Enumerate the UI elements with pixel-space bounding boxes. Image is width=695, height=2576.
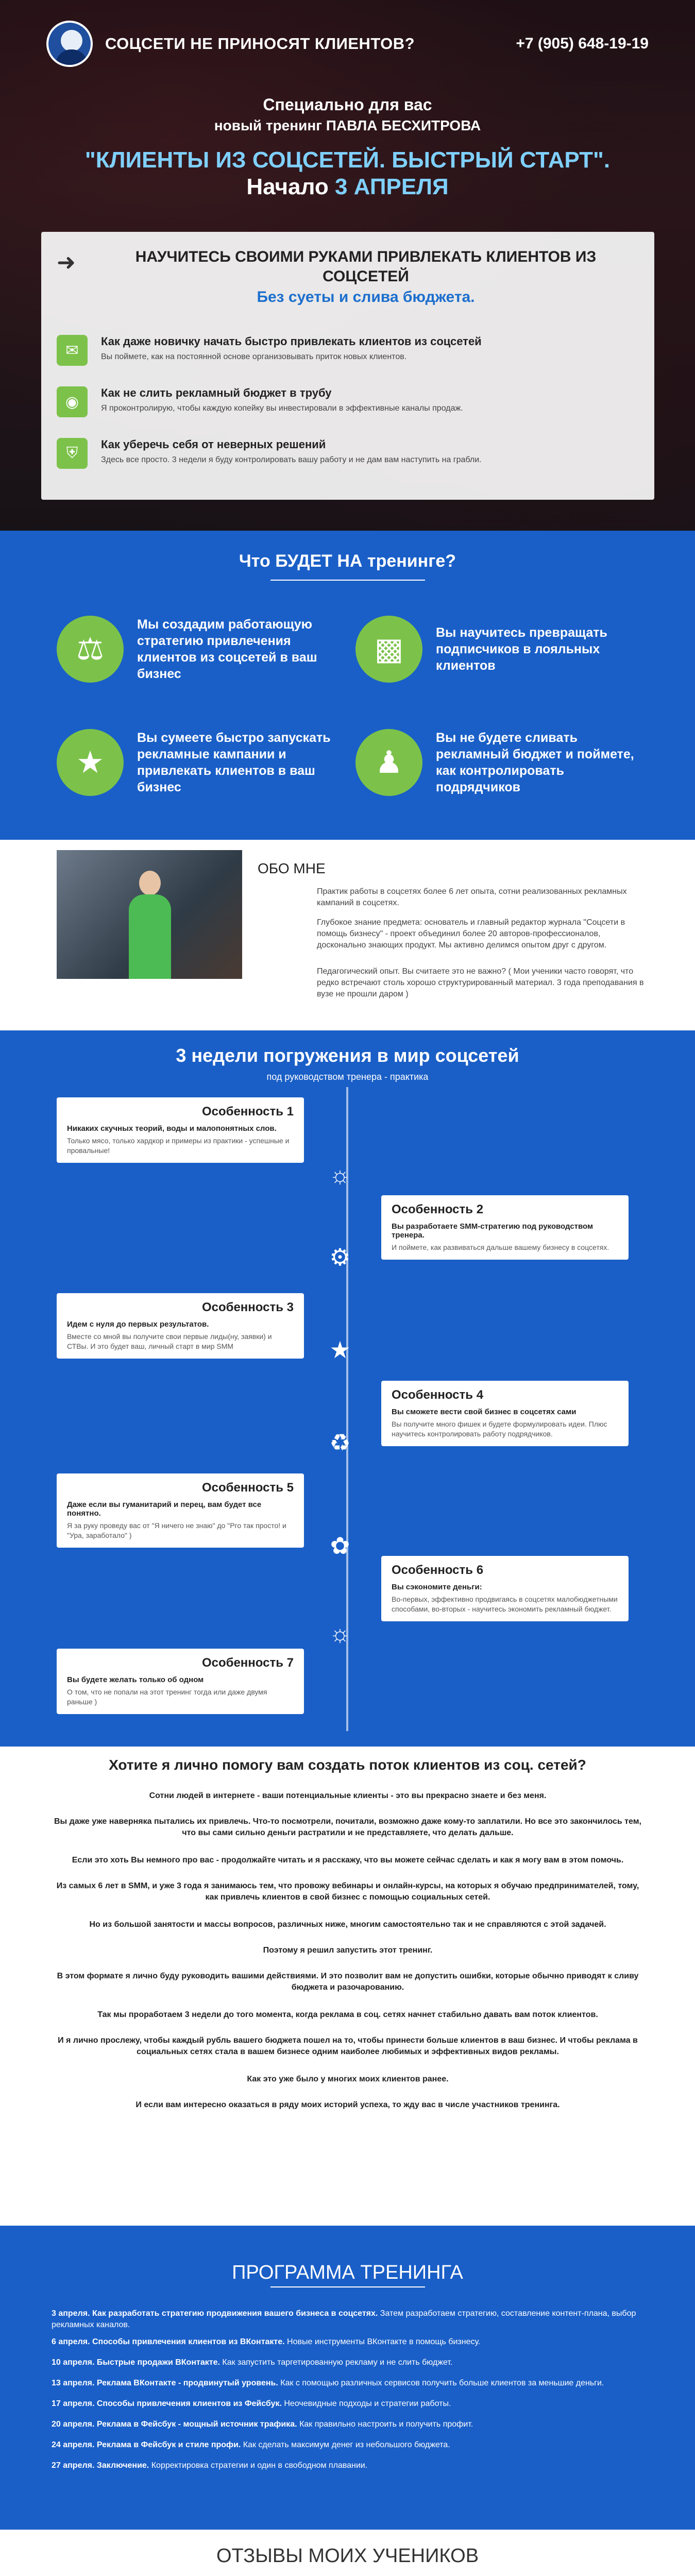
device-icon: ▩ [355, 616, 422, 683]
feature-head: Особенность 3 [201, 1300, 294, 1314]
what-card [57, 608, 345, 690]
title-divider [270, 2286, 425, 2287]
invite-paragraph: Вы даже уже наверняка пытались их привлечь. Что-то посмотрели, почитали, возможно даже кому-то заплатили. Но все это закончилось тем, что вы сами сильно деньги растратили и не представляете, что делать дальше. [54, 1817, 641, 1837]
invite-paragraph: Если это хоть Вы немного про вас - продолжайте читать и я расскажу, что вы можете сейчас сделать и как я могу вам в этом помочь. [72, 1856, 624, 1865]
invite-paragraph: В этом формате я лично буду руководить вашими действиями. И это позволит вам не допустить ошибки, которые обычно приводят к сливу бюджета и разочарованию. [57, 1972, 639, 1992]
benefit-item [57, 438, 639, 484]
invite-paragraph: И я лично прослежу, чтобы каждый рубль вашего бюджета пошел на то, чтобы принести больше клиентов в ваш бизнес. И чтобы реклама в социальных сетях стала в вашем бизнесе одним наиболее любимых и эффективных видов рекламы. [58, 2036, 638, 2056]
shield-icon: ⛨ [57, 438, 88, 469]
feature-desc: О том, что не попали на этот тренинг тогда или даже двумя раньше ) [67, 1688, 267, 1706]
benefit-desc: Я проконтролирую, чтобы каждую копейку вы инвестировали в эффективные каналы продаж. [101, 404, 463, 413]
program-row: 20 апреля. Реклама в Фейсбук - мощный источник трафика. Как правильно настроить и получить профит. [52, 2420, 473, 2429]
chat-icon: ✉ [57, 335, 88, 366]
hero-section [0, 0, 695, 531]
strategy-icon: ⚖ [57, 616, 124, 683]
feature-card [57, 1473, 304, 1548]
feature-title: Вы разработаете SMM-стратегию под руководством тренера. [392, 1222, 594, 1240]
reviews-section [0, 2530, 695, 2576]
invite-paragraph: И если вам интересно оказаться в ряду моих историй успеха, то жду вас в числе участников тренинга. [135, 2100, 560, 2109]
feature-title: Идем с нуля до первых результатов. [67, 1320, 209, 1329]
program-row: 6 апреля. Способы привлечения клиентов из ВКонтакте. Новые инструменты ВКонтакте в помощь бизнесу. [52, 2337, 481, 2346]
feature-head: Особенность 2 [392, 1202, 484, 1216]
feature-desc: Во-первых, эффективно продвигаясь в соцсетях малобюджетными способами, во-вторых - научитесь экономить рекламный бюджет. [392, 1595, 618, 1613]
benefit-title: Как уберечь себя от неверных решений [101, 438, 326, 451]
invite-section [0, 1747, 695, 2226]
weeks-title: 3 недели погружения в мир соцсетей [176, 1045, 519, 1066]
hero-date-value: 3 АПРЕЛЯ [334, 174, 449, 199]
head-gear-icon: ♻ [329, 1429, 351, 1456]
feature-card [57, 1293, 304, 1359]
program-row: 17 апреля. Способы привлечения клиентов из Фейсбук. Неочевидные подходы и стратегии работы. [52, 2399, 451, 2408]
program-row: 13 апреля. Реклама ВКонтакте - продвинутый уровень. Как с помощью различных сервисов получить больше клиентов за меньшие деньги. [52, 2379, 604, 2387]
hero-title: СОЦСЕТИ НЕ ПРИНОСЯТ КЛИЕНТОВ? [105, 35, 415, 53]
hero-line1: Специально для вас [263, 95, 432, 114]
hero-line2: новый тренинг ПАВЛА БЕСХИТРОВА [214, 117, 481, 133]
lightbulb-icon: ★ [329, 1336, 351, 1363]
hero-top-bar [46, 21, 649, 67]
feature-title: Вы сможете вести свой бизнес в соцсетях сами [392, 1408, 577, 1416]
title-divider [270, 580, 425, 581]
invite-paragraph: Из самых 6 лет в SMM, и уже 3 года я занимаюсь тем, что провожу вебинары и онлайн-курсы, на которых я обучаю предпринимателей, тому, как привлечь клиентов в свой бизнес с помощью социальных сетей. [56, 1882, 639, 1902]
what-title: Что БУДЕТ НА тренинге? [239, 551, 456, 571]
program-row: 24 апреля. Реклама в Фейсбук и стиле профи. Как сделать максимум денег из небольшого бюджета. [52, 2441, 450, 2449]
gear-icon: ⚙ [329, 1244, 351, 1270]
program-row: 3 апреля. Как разработать стратегию продвижения вашего бизнеса в соцсетях. Затем разработаем стратегию, составление контент-плана, выбор рекламных каналов. [52, 2309, 636, 2329]
feature-title: Вы сэкономите деньги: [392, 1583, 482, 1591]
hero-date-prefix: Начало [246, 174, 329, 199]
brain-icon: ☼ [329, 1620, 351, 1647]
author-photo [57, 850, 242, 979]
feature-desc: Только мясо, только хардкор и примеры из практики - успешные и провальные! [67, 1137, 290, 1155]
feature-desc: Вы получите много фишек и будете формулировать идеи. Плюс научитесь контролировать работу подрядчиков. [392, 1420, 607, 1438]
weeks-section [0, 1030, 695, 1747]
what-card [355, 608, 644, 690]
what-card-text: Мы создадим работающую стратегию привлечения клиентов из соцсетей в ваш бизнес [137, 617, 317, 681]
benefit-desc: Здесь все просто. 3 недели я буду контролировать вашу работу и не дам вам наступить на грабли. [101, 455, 482, 464]
what-card-text: Вы научитесь превращать подписчиков в лояльных клиентов [436, 625, 607, 673]
feature-head: Особенность 1 [201, 1105, 294, 1118]
what-card [355, 721, 644, 804]
about-heading: ОБО МНЕ [258, 860, 326, 876]
invite-paragraph: Но из большой занятости и массы вопросов, различных ниже, многим самостоятельно так и не справляются с этой задачей. [89, 1920, 606, 1929]
benefit-item [57, 386, 639, 433]
what-card-text: Вы сумеете быстро запускать рекламные кампании и привлекать клиентов в ваш бизнес [137, 731, 331, 794]
brain-icon: ☼ [329, 1161, 351, 1188]
benefit-item [57, 335, 639, 381]
invite-title: Хотите я лично помогу вам создать поток клиентов из соц. сетей? [109, 1757, 586, 1773]
feature-desc: Вместе со мной вы получите свои первые лиды(ну, заявки) и СТВы. И это будет ваш, личный старт в мир SMM [67, 1332, 272, 1350]
what-section [0, 531, 695, 840]
program-row: 27 апреля. Заключение. Корректировка стратегии и один в свободном плавании. [52, 2461, 368, 2470]
feature-title: Вы будете желать только об одном [67, 1675, 204, 1684]
target-icon: ◉ [57, 386, 88, 417]
program-title: ПРОГРАММА ТРЕНИНГА [232, 2262, 463, 2283]
feature-card [57, 1097, 304, 1163]
about-paragraph: Педагогический опыт. Вы считаете это не важно? ( Мои ученики часто говорят, что редко встречают столь хорошо структурированный материал. 3 года преподавания в вузе не прошли даром ) [317, 967, 644, 998]
feature-head: Особенность 6 [392, 1563, 484, 1577]
about-paragraph: Глубокое знание предмета: основатель и главный редактор журнала "Соцсети в помощь бизнесу" - проект объединил более 20 авторов-профессионалов, досконально знающих продукт. Мы активно делимся опытом друг с другом. [317, 918, 625, 950]
invite-paragraph: Так мы проработаем 3 недели до того момента, когда реклама в соц. сетях начнет стабильно давать вам поток клиентов. [97, 2010, 598, 2019]
program-row: 10 апреля. Быстрые продажи ВКонтакте. Как запустить таргетированную рекламу и не слить бюджет. [52, 2358, 453, 2367]
feature-head: Особенность 5 [201, 1481, 294, 1495]
benefit-title: Как даже новичку начать быстро привлекать клиентов из соцсетей [101, 335, 482, 348]
reviews-title: ОТЗЫВЫ МОИХ УЧЕНИКОВ [216, 2545, 479, 2567]
hero-start-date [0, 174, 695, 200]
about-paragraph: Практик работы в соцсетях более 6 лет опыта, сотни реализованных рекламных кампаний в соцсетях. [317, 887, 627, 907]
feature-card [381, 1556, 629, 1621]
panel-heading: НАУЧИТЕСЬ СВОИМИ РУКАМИ ПРИВЛЕКАТЬ КЛИЕНТОВ ИЗ СОЦСЕТЕЙ [135, 248, 597, 285]
feature-title: Никаких скучных теорий, воды и малопонятных слов. [67, 1124, 277, 1133]
feature-desc: И поймете, как развиваться дальше вашему бизнесу в соцсетях. [392, 1243, 609, 1251]
feature-card [57, 1649, 304, 1714]
program-section [0, 2226, 695, 2530]
invite-paragraph: Поэтому я решил запустить этот тренинг. [263, 1946, 433, 1955]
feature-head: Особенность 4 [392, 1388, 484, 1402]
feature-card [381, 1195, 629, 1260]
team-icon: ♟ [355, 729, 422, 796]
benefit-title: Как не слить рекламный бюджет в трубу [101, 386, 332, 399]
what-card [57, 721, 345, 804]
hero-phone[interactable]: +7 (905) 648-19-19 [516, 35, 649, 52]
about-section [0, 840, 695, 1030]
feature-desc: Я за руку проведу вас от "Я ничего не знаю" до "Рго так просто! и "Ура, заработало" ) [67, 1521, 286, 1539]
invite-paragraph: Сотни людей в интернете - ваши потенциальные клиенты - это вы прекрасно знаете и без меня. [149, 1791, 547, 1800]
hero-benefits-panel [41, 232, 654, 500]
feature-head: Особенность 7 [201, 1656, 294, 1670]
arrow-right-icon: ➜ [57, 250, 76, 275]
stars-icon: ★ [57, 729, 124, 796]
feature-title: Даже если вы гуманитарий и перец, вам будет все понятно. [67, 1500, 262, 1518]
invite-paragraph: Как это уже было у многих моих клиентов ранее. [247, 2075, 449, 2083]
benefit-desc: Вы поймете, как на постоянной основе организовывать приток новых клиентов. [101, 352, 407, 361]
idea-icon: ✿ [330, 1532, 350, 1559]
weeks-subtitle: под руководством тренера - практика [266, 1072, 429, 1082]
hero-training-name: "КЛИЕНТЫ ИЗ СОЦСЕТЕЙ. БЫСТРЫЙ СТАРТ". [84, 147, 611, 173]
feature-card [381, 1381, 629, 1446]
author-figure [124, 871, 175, 979]
panel-subheading: Без суеты и слива бюджета. [257, 289, 475, 306]
what-card-text: Вы не будете сливать рекламный бюджет и поймете, как контролировать подрядчиков [436, 731, 634, 794]
logo [46, 21, 93, 67]
